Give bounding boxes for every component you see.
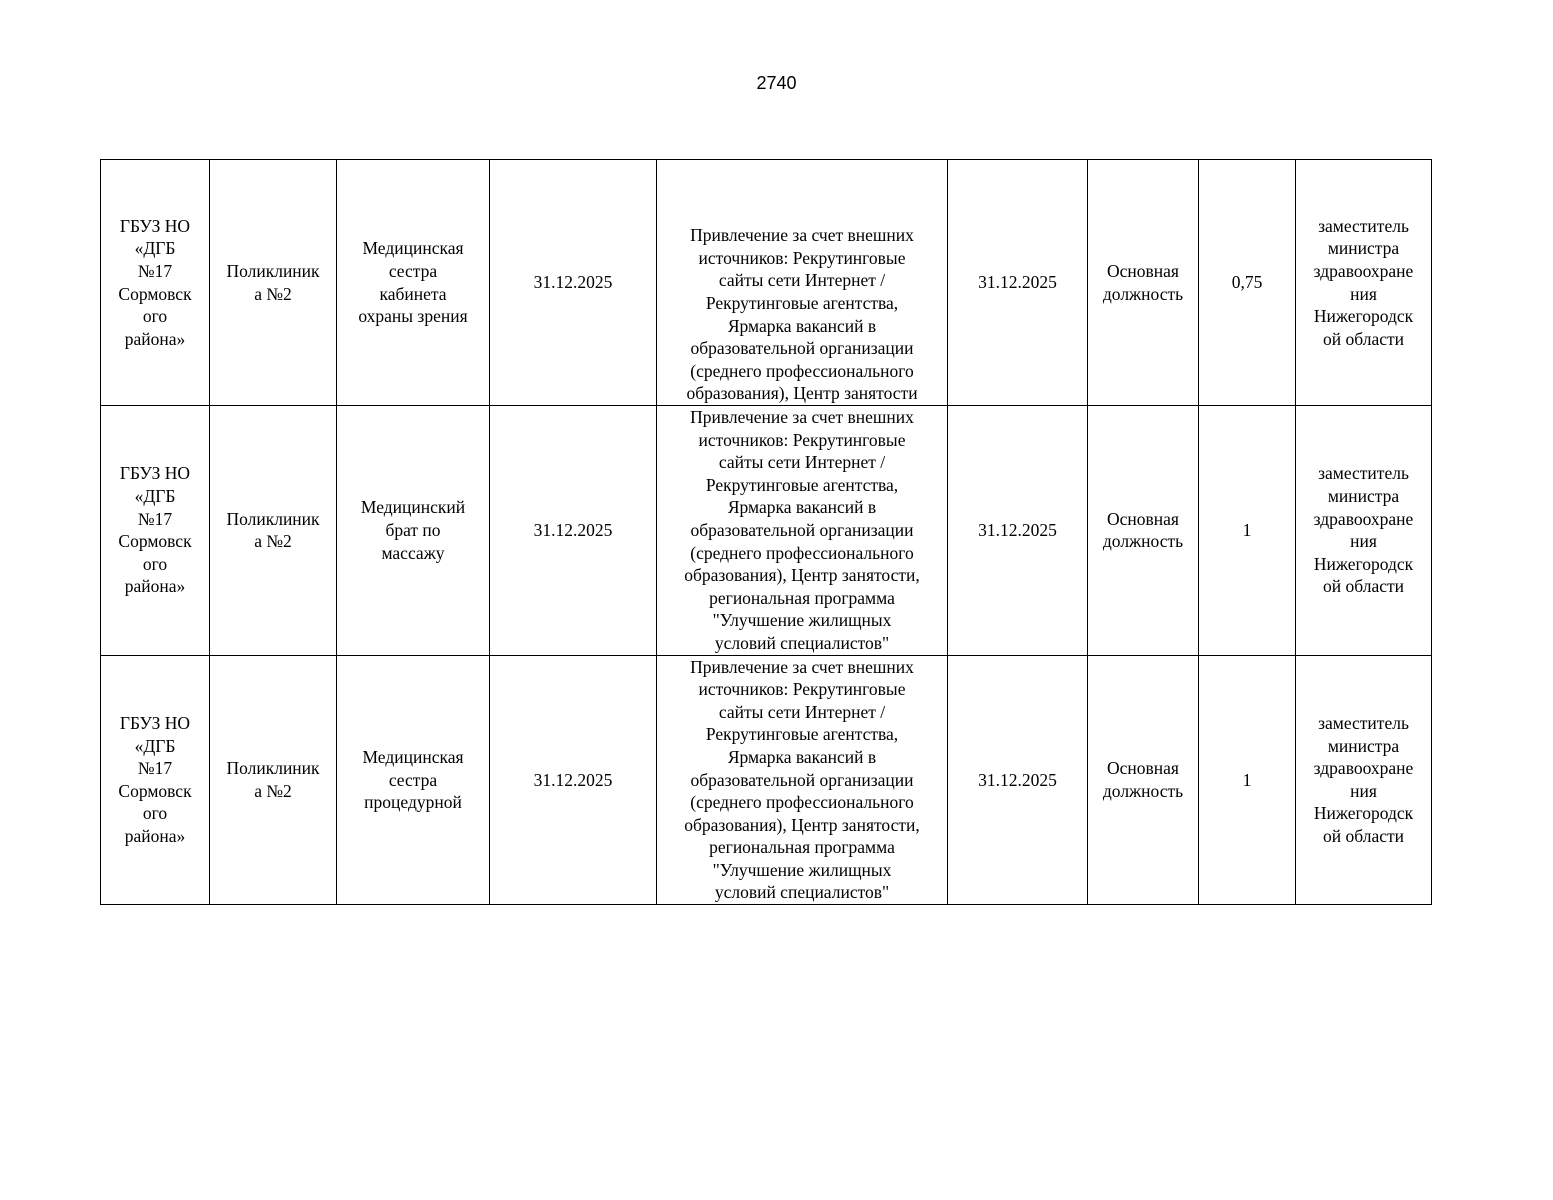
date-cell: 31.12.2025 bbox=[490, 160, 657, 406]
position-cell: Медицинский брат по массажу bbox=[337, 406, 490, 656]
table-row bbox=[101, 406, 1432, 656]
responsible-cell: заместитель министра здравоохране ния Нижегородск ой области bbox=[1296, 160, 1432, 406]
deadline-cell: 31.12.2025 bbox=[948, 655, 1088, 905]
date-cell: 31.12.2025 bbox=[490, 655, 657, 905]
department-cell: Поликлиник а №2 bbox=[210, 406, 337, 656]
rate-cell: 1 bbox=[1199, 406, 1296, 656]
deadline-cell: 31.12.2025 bbox=[948, 160, 1088, 406]
job-type-cell: Основная должность bbox=[1088, 655, 1199, 905]
position-cell: Медицинская сестра кабинета охраны зрения bbox=[337, 160, 490, 406]
position-cell: Медицинская сестра процедурной bbox=[337, 655, 490, 905]
methods-cell: Привлечение за счет внешних источников: Рекрутинговые сайты сети Интернет / Рекрутинговые агентства, Ярмарка вакансий в образовательной организации (среднего профессионального образования), Центр занятости bbox=[657, 160, 948, 406]
job-type-cell: Основная должность bbox=[1088, 160, 1199, 406]
rate-cell: 0,75 bbox=[1199, 160, 1296, 406]
methods-cell: Привлечение за счет внешних источников: Рекрутинговые сайты сети Интернет / Рекрутинговые агентства, Ярмарка вакансий в образовательной организации (среднего профессионального образования), Центр занятости, региональная программа "Улучшение жилищных условий специалистов" bbox=[657, 655, 948, 905]
page-number: 2740 bbox=[756, 73, 797, 93]
deadline-cell: 31.12.2025 bbox=[948, 406, 1088, 656]
department-cell: Поликлиник а №2 bbox=[210, 655, 337, 905]
organization-cell: ГБУЗ НО «ДГБ №17 Сормовск ого района» bbox=[101, 406, 210, 656]
responsible-cell: заместитель министра здравоохране ния Нижегородск ой области bbox=[1296, 655, 1432, 905]
table-row bbox=[101, 655, 1432, 905]
organization-cell: ГБУЗ НО «ДГБ №17 Сормовск ого района» bbox=[101, 655, 210, 905]
date-cell: 31.12.2025 bbox=[490, 406, 657, 656]
organization-cell: ГБУЗ НО «ДГБ №17 Сормовск ого района» bbox=[101, 160, 210, 406]
vacancy-table bbox=[100, 159, 1432, 905]
responsible-cell: заместитель министра здравоохране ния Нижегородск ой области bbox=[1296, 406, 1432, 656]
methods-cell: Привлечение за счет внешних источников: Рекрутинговые сайты сети Интернет / Рекрутинговые агентства, Ярмарка вакансий в образовательной организации (среднего профессионального образования), Центр занятости, региональная программа "Улучшение жилищных условий специалистов" bbox=[657, 406, 948, 656]
table-row bbox=[101, 160, 1432, 406]
rate-cell: 1 bbox=[1199, 655, 1296, 905]
department-cell: Поликлиник а №2 bbox=[210, 160, 337, 406]
job-type-cell: Основная должность bbox=[1088, 406, 1199, 656]
